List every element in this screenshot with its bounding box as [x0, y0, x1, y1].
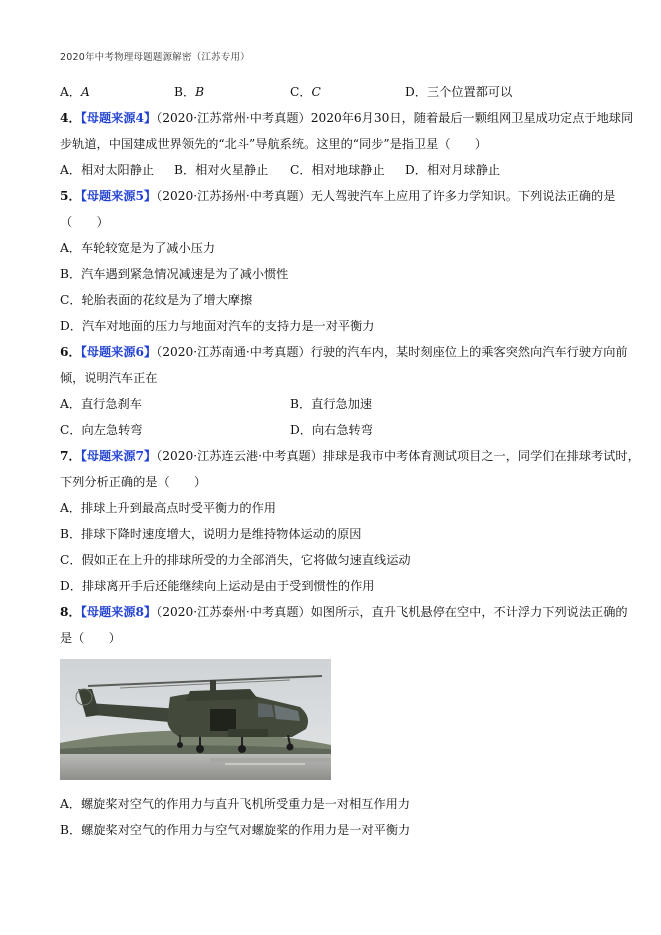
q7-stem-line1: 7．【母题来源7】（2020·江苏连云港·中考真题）排球是我市中考体育测试项目之一，同学们在排球考试时，	[60, 449, 640, 463]
q3-option-d: D．三个位置都可以	[405, 85, 513, 99]
q6-option-a: A．直行急刹车	[60, 397, 142, 411]
q5-option-d: D．汽车对地面的压力与地面对汽车的支持力是一对平衡力	[60, 319, 375, 333]
q6-option-d: D．向右急转弯	[290, 423, 373, 437]
helicopter-photo	[60, 659, 331, 780]
q4-stem-line2: 步轨道，中国建成世界领先的“北斗”导航系统。这里的“同步”是指卫星（ ）	[60, 137, 488, 151]
q4-stem-line1: 4．【母题来源4】（2020·江苏常州·中考真题）2020年6月30日，随着最后一颗组网卫星成功定点于地球同	[60, 111, 634, 125]
q5-stem-line1: 5．【母题来源5】（2020·江苏扬州·中考真题）无人驾驶汽车上应用了许多力学知识。下列说法正确的是	[60, 189, 616, 203]
q7-option-d: D．排球离开手后还能继续向上运动是由于受到惯性的作用	[60, 579, 375, 593]
q4-option-a: A．相对太阳静止	[60, 163, 155, 177]
q6-source-tag: 【母题来源6】	[80, 345, 157, 359]
q3-option-a: A．A	[60, 85, 90, 99]
q7-option-a: A．排球上升到最高点时受平衡力的作用	[60, 501, 276, 515]
q5-stem-line2: （ ）	[60, 215, 109, 229]
q6-stem-line2: 倾，说明汽车正在	[60, 371, 158, 385]
page-header: 2020年中考物理母题题源解密（江苏专用）	[60, 52, 250, 63]
q7-option-c: C．假如正在上升的排球所受的力全部消失，它将做匀速直线运动	[60, 553, 411, 567]
q7-option-b: B．排球下降时速度增大，说明力是维持物体运动的原因	[60, 527, 362, 541]
q5-option-b: B．汽车遇到紧急情况减速是为了减小惯性	[60, 267, 289, 281]
q5-option-a: A．车轮较宽是为了减小压力	[60, 241, 216, 255]
q6-option-b: B．直行急加速	[290, 397, 373, 411]
q4-option-c: C．相对地球静止	[290, 163, 385, 177]
q6-option-c: C．向左急转弯	[60, 423, 143, 437]
q8-option-b: B．螺旋桨对空气的作用力与空气对螺旋桨的作用力是一对平衡力	[60, 823, 411, 837]
q5-source-tag: 【母题来源5】	[80, 189, 157, 203]
q7-stem-line2: 下列分析正确的是（ ）	[60, 475, 207, 489]
q8-stem-line2: 是（ ）	[60, 631, 121, 645]
q8-option-a: A．螺旋桨对空气的作用力与直升飞机所受重力是一对相互作用力	[60, 797, 411, 811]
q3-option-c: C．C	[290, 85, 321, 99]
q8-source-tag: 【母题来源8】	[80, 605, 157, 619]
q4-option-b: B．相对火星静止	[174, 163, 269, 177]
q6-stem-line1: 6．【母题来源6】（2020·江苏南通·中考真题）行驶的汽车内，某时刻座位上的乘客突然向汽车行驶方向前	[60, 345, 628, 359]
q5-option-c: C．轮胎表面的花纹是为了增大摩擦	[60, 293, 253, 307]
q3-option-b: B．B	[174, 85, 205, 99]
q4-source-tag: 【母题来源4】	[80, 111, 157, 125]
q8-stem-line1: 8．【母题来源8】（2020·江苏泰州·中考真题）如图所示，直升飞机悬停在空中，不计浮力下列说法正确的	[60, 605, 628, 619]
q4-option-d: D．相对月球静止	[405, 163, 501, 177]
q7-source-tag: 【母题来源7】	[80, 449, 157, 463]
